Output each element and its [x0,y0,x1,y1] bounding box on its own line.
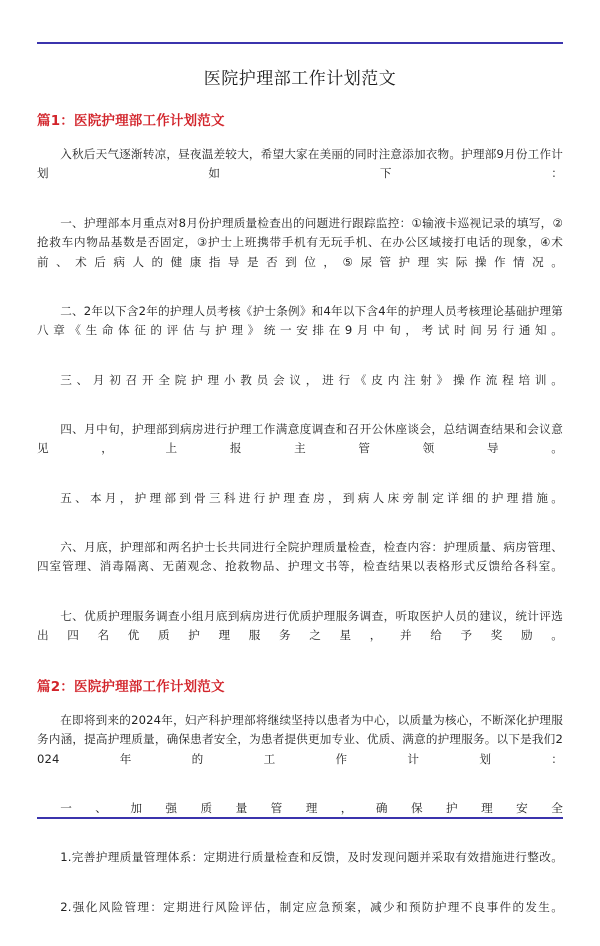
paragraph: 一、加强质量管理，确保护理安全 [60,800,563,815]
header-divider-rule [37,42,563,44]
section-heading-1: 篇1：医院护理部工作计划范文 [37,113,225,129]
paragraph: 入秋后天气逐渐转凉，昼夜温差较大，希望大家在美丽的同时注意添加衣物。护理部9月份工作计划如下： [37,147,563,181]
paragraph: 2.强化风险管理：定期进行风险评估，制定应急预案，减少和预防护理不良事件的发生。 [60,899,563,914]
paragraph: 二、2年以下含2年的护理人员考核《护士条例》和4年以下含4年的护理人员考核理论基础护理第八章《生命体征的评估与护理》统一安排在9月中旬，考试时间另行通知。 [37,303,563,338]
paragraph: 四、月中旬，护理部到病房进行护理工作满意度调查和召开公休座谈会，总结调查结果和会议意见，上报主管领导。 [37,421,563,456]
bottom-spacer [37,936,563,946]
paragraph: 七、优质护理服务调查小组月底到病房进行优质护理服务调查，听取医护人员的建议，统计评选出四名优质护理服务之星，并给予奖励。 [37,608,563,643]
paragraph: 一、护理部本月重点对8月份护理质量检查出的问题进行跟踪监控：①输液卡巡视记录的填写，②抢救车内物品基数是否固定，③护士上班携带手机有无玩手机、在办公区域接打电话的现象，④术前、术后病人的健康指导是否到位，⑤尿管护理实际操作情况。 [37,215,563,269]
paragraph: 在即将到来的2024年，妇产科护理部将继续坚持以患者为中心，以质量为核心，不断深化护理服务内涵，提高护理质量，确保患者安全，为患者提供更加专业、优质、满意的护理服务。以下是我们2024年的工作计划： [37,712,563,766]
page-title: 医院护理部工作计划范文 [203,69,397,89]
section-heading-2: 篇2：医院护理部工作计划范文 [37,678,225,695]
footer-divider-rule [37,817,563,819]
document-content [37,56,563,946]
paragraph: 五、本月，护理部到骨三科进行护理查房，到病人床旁制定详细的护理措施。 [60,490,563,505]
paragraph: 1.完善护理质量管理体系：定期进行质量检查和反馈，及时发现问题并采取有效措施进行整改。 [60,850,563,865]
paragraph: 三、月初召开全院护理小教员会议，进行《皮内注射》操作流程培训。 [60,372,563,387]
paragraph: 六、月底，护理部和两名护士长共同进行全院护理质量检查，检查内容：护理质量、病房管理、四室管理、消毒隔离、无菌观念、抢救物品、护理文书等，检查结果以表格形式反馈给各科室。 [37,539,563,574]
